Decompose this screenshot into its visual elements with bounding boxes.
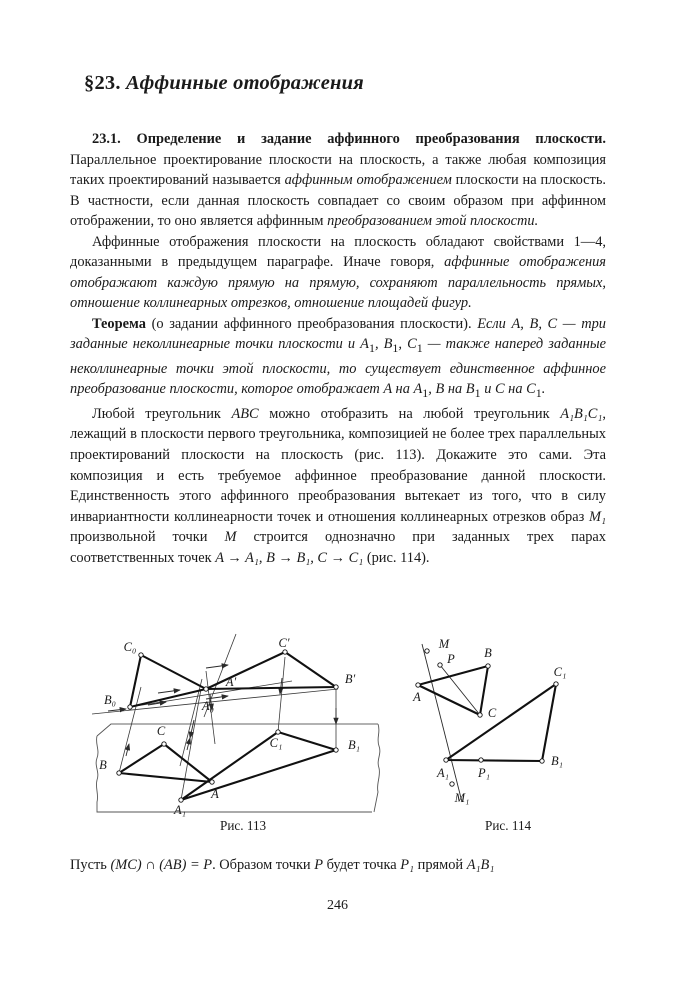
projection-rays bbox=[92, 634, 338, 773]
p1-emph-1: аффинным отображением bbox=[284, 172, 452, 189]
projection-rays-down bbox=[181, 657, 336, 800]
vertex-dots bbox=[117, 650, 338, 802]
p4-text-2: можно отобразить на любой треугольник bbox=[258, 405, 561, 422]
p4-math-m1: M₁ bbox=[589, 508, 606, 525]
closing-text-2: . Образом точки bbox=[212, 857, 315, 873]
paragraph-theorem bbox=[70, 314, 606, 404]
label-A1-114: A₁ bbox=[437, 766, 449, 780]
p4-text-1: Любой треугольник bbox=[92, 405, 232, 422]
figure-row bbox=[70, 632, 606, 844]
p4-text-3: , лежащий в плоскости первого треугольника, композицией не более трех параллельных проектирований плоскости на плоскость (рис. 113). Докажите это сами. Эта композиция и есть требуемое аффинное преобразование данной плоскости. Единственность этого аффинного преобразования вытекает из того, что в силу инвариантности коллинеарности точек и отношения коллинеарных отрезков образ bbox=[70, 405, 606, 525]
p3-sub-5: 1 bbox=[474, 386, 481, 401]
closing-paragraph bbox=[70, 855, 606, 876]
p3-sub-1: 1 bbox=[368, 341, 375, 356]
p4-text-6: (рис. 114). bbox=[363, 549, 430, 566]
label-A-114: A bbox=[413, 690, 421, 704]
paragraph-properties bbox=[70, 232, 606, 314]
triangle-A1B1C1-114 bbox=[446, 684, 556, 761]
p3-emph-c: , C bbox=[398, 336, 417, 353]
p3-emph-e: , B на B bbox=[428, 381, 475, 398]
line-P-C bbox=[440, 665, 480, 715]
p3-sub-6: 1 bbox=[535, 386, 542, 401]
figure-captions bbox=[70, 818, 606, 836]
p1-emph-2: преобразованием этой плоскости. bbox=[327, 213, 539, 230]
label-B: B bbox=[99, 758, 107, 772]
label-C-114: C bbox=[487, 706, 497, 720]
figure-114-labels bbox=[412, 637, 566, 805]
p3-emph-f: и C на C bbox=[480, 381, 536, 398]
p3-emph-a: Если A, B, C — три заданные неколлинеарные точки плоскости и A bbox=[70, 315, 606, 353]
label-B-114: B bbox=[484, 646, 492, 660]
theorem-label: Теорема bbox=[92, 315, 146, 332]
p1-text-1: Параллельное проектирование плоскости на плоскость, а также любая композиция таких проектирований называется bbox=[70, 151, 606, 189]
p4-math-abc: ABC bbox=[231, 405, 259, 422]
label-Cp: C′ bbox=[278, 636, 290, 650]
section-number: §23. bbox=[84, 72, 121, 94]
closing-text-1: Пусть bbox=[70, 857, 111, 873]
p3-text-1: (о задании аффинного преобразования плоскости). bbox=[145, 315, 478, 332]
p4-text-5: строится однозначно при заданных трех парах соответственных точек bbox=[70, 529, 606, 566]
closing-math-1: (MC) ∩ (AB) = P bbox=[110, 857, 213, 873]
label-A: A bbox=[211, 787, 219, 801]
p4-math-mapping: A → A₁, B → B₁, C → C₁ bbox=[215, 549, 364, 566]
label-C: C bbox=[156, 724, 166, 738]
figure-114 bbox=[410, 632, 590, 822]
label-A0: A₀ bbox=[202, 699, 214, 713]
caption-114: Рис. 114 bbox=[485, 818, 532, 833]
p3-emph-d: — также наперед заданные неколлинеарные точки этой плоскости, то существует единственное аффинное преобразование плоскости, которое отображает A на A bbox=[70, 336, 606, 398]
label-Bp: B′ bbox=[344, 672, 356, 686]
page-title bbox=[84, 72, 606, 95]
p4-math-a1b1c1: A₁B₁C₁ bbox=[560, 405, 603, 422]
paragraph-proof bbox=[70, 404, 606, 568]
p3-sub-3: 1 bbox=[416, 341, 423, 356]
figure-113 bbox=[88, 632, 388, 822]
closing-math-4: A₁B₁ bbox=[466, 857, 495, 873]
page-number: 246 bbox=[327, 898, 348, 913]
label-C1: C₁ bbox=[269, 736, 283, 750]
page-content bbox=[70, 72, 606, 568]
triangle-A0B0C0 bbox=[130, 655, 206, 707]
closing-text-3: будет точка bbox=[323, 857, 401, 873]
p3-emph-b: , B bbox=[374, 336, 393, 353]
closing-math-2: P bbox=[314, 857, 324, 873]
paragraph-definition bbox=[70, 129, 606, 232]
plane-outline bbox=[96, 724, 380, 812]
triangle-ABC-114 bbox=[418, 666, 488, 715]
section-title-text: Аффинные отображения bbox=[126, 72, 364, 94]
p3-sub-2: 1 bbox=[392, 341, 399, 356]
p1-text-2: плоскости на плоскость. В частности, если данная плоскость совпадает со своим образом при аффинном отображении, то оно является аффинным bbox=[70, 172, 606, 230]
label-B0: B₀ bbox=[104, 693, 116, 707]
caption-113: Рис. 113 bbox=[220, 818, 267, 833]
triangle-ABC bbox=[119, 744, 212, 782]
p4-math-m: M bbox=[224, 529, 237, 546]
label-Ap: A′ bbox=[225, 675, 237, 689]
p3-sub-4: 1 bbox=[422, 386, 429, 401]
p3-emph-g: . bbox=[541, 381, 546, 398]
label-A1: A₁ bbox=[174, 803, 186, 817]
p2-emph-1: аффинные отображения отображают каждую прямую на прямую, сохраняют параллельность прямых, отношение коллинеарных отрезков, отношение площадей фигур. bbox=[70, 254, 606, 312]
subsection-heading: 23.1. Определение и задание аффинного преобразования плоскости. bbox=[92, 131, 606, 147]
label-P1-114: P₁ bbox=[478, 766, 490, 780]
label-M1-114: M₁ bbox=[454, 791, 470, 805]
label-B1: B₁ bbox=[348, 738, 360, 752]
label-B1-114: B₁ bbox=[551, 754, 563, 768]
closing-math-3: P₁ bbox=[400, 857, 415, 873]
p2-text-1: Аффинные отображения плоскости на плоскость обладают свойствами 1—4, доказанными в предыдущем параграфе. Иначе говоря, bbox=[70, 233, 606, 271]
closing-text-4: прямой bbox=[414, 857, 467, 873]
label-C1-114: C₁ bbox=[553, 665, 567, 679]
label-M-114: M bbox=[438, 637, 450, 651]
label-C0: C₀ bbox=[123, 640, 137, 654]
triangle-A1B1C1 bbox=[181, 732, 336, 800]
p4-text-4: произвольной точки bbox=[70, 529, 225, 546]
label-P-114: P bbox=[447, 652, 455, 666]
